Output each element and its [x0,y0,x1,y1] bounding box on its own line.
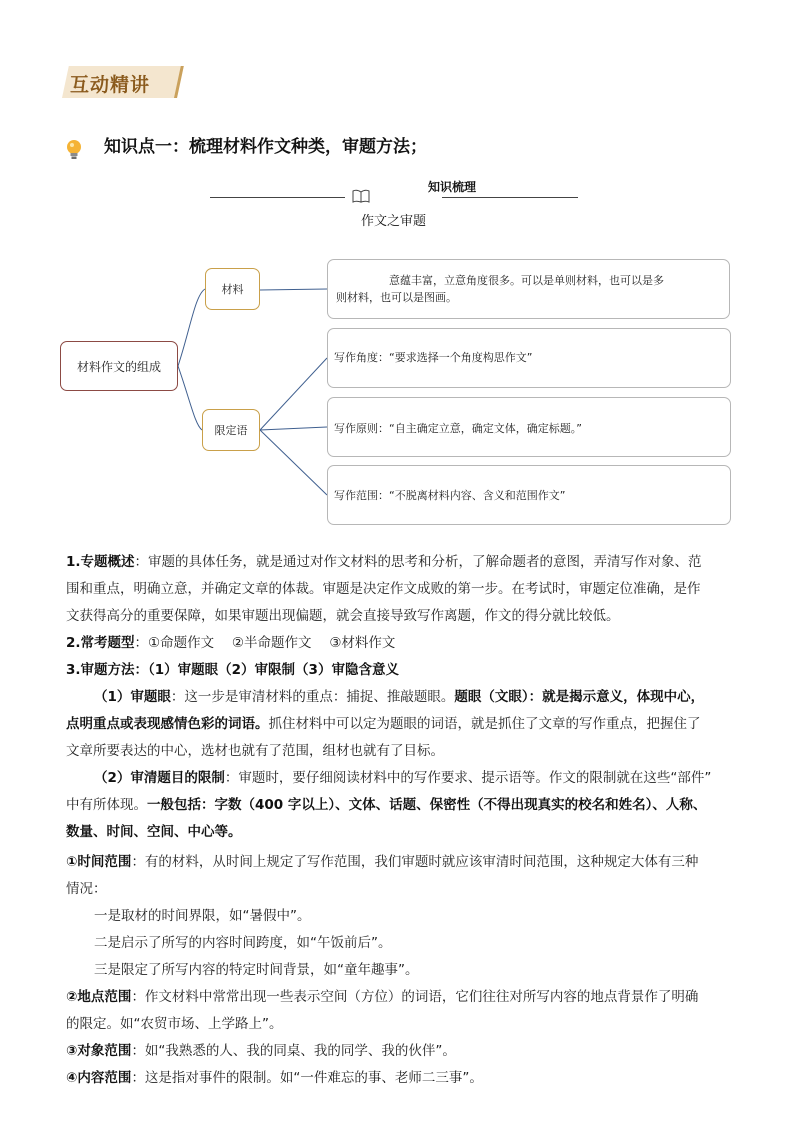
knowledge-sort-title: 知识梳理 [428,180,477,194]
place-scope-line-2: 的限定。如“农贸市场、上学路上”。 [66,1016,283,1032]
principle-box [327,397,731,457]
time-scope-label: ①时间范围 [66,854,132,870]
method-line: 3.审题方法：（1）审题眼（2）审限制（3）审隐含意义 [66,662,399,678]
scope-box [327,465,731,525]
title-eye-line-2 [66,714,701,734]
place-scope-line-1 [66,987,698,1007]
place-scope-label: ②地点范围 [66,989,132,1005]
limits-line-3: 数量、时间、空间、中心等。 [66,824,242,840]
knowledge-point-title: 知识点一：梳理材料作文种类，审题方法； [104,137,427,157]
limit-node [202,409,260,451]
material-desc-box [327,259,730,319]
question-types-line [66,633,395,653]
question-types-label: 2.常考题型 [66,635,135,651]
angle-box [327,328,731,388]
content-scope-label: ④内容范围 [66,1070,132,1086]
angle-text: 写作角度：“要求选择一个角度构思作文” [334,351,533,364]
time-scope-line-2: 情况： [66,881,107,897]
material-desc-line2: 则材料，也可以是图画。 [336,291,457,304]
limits-line-1 [94,768,711,788]
material-node-label: 材料 [221,283,244,296]
object-scope-text: ：如“我熟悉的人、我的同桌、我的同学、我的伙伴”。 [131,1043,456,1059]
limits-text-2a: 中有所体现。 [66,797,147,813]
time-scope-text-1: ：有的材料，从时间上规定了写作范围，我们审题时就应该审清时间范围，这种规定大体有三种 [131,854,699,870]
title-eye-text-2b: 抓住材料中可以定为题眼的词语，就是抓住了文章的写作重点，把握住了 [268,716,701,732]
section-subtitle: 作文之审题 [361,214,427,229]
limit-node-label: 限定语 [214,424,248,437]
scope-text: 写作范围：“不脱离材料内容、含义和范围作文” [334,489,566,502]
time-scope-line-1 [66,852,698,872]
root-node-label: 材料作文的组成 [76,359,161,374]
object-scope-label: ③对象范围 [66,1043,132,1059]
overview-line-1 [66,552,702,572]
overview-line-3: 文获得高分的重要保障，如果审题出现偏题，就会直接导致写作离题，作文的得分就比较低。 [66,608,620,624]
time-case-2: 二是启示了所写的内容时间跨度，如“午饭前后”。 [94,935,392,951]
overview-text-1: ：审题的具体任务，就是通过对作文材料的思考和分析，了解命题者的意图，弄清写作对象、范 [134,554,702,570]
content-scope-text: ：这是指对事件的限制。如“一件难忘的事、老师二三事”。 [131,1070,483,1086]
place-scope-text-1: ：作文材料中常常出现一些表示空间（方位）的词语，它们往往对所写内容的地点背景作了明确 [131,989,699,1005]
principle-text: 写作原则：“自主确定立意，确定文体，确定标题。” [334,422,582,435]
time-case-1: 一是取材的时间界限，如“暑假中”。 [94,908,311,924]
time-case-3: 三是限定了所写内容的特定时间背景，如“童年趣事”。 [94,962,419,978]
section-tag: 互动精讲 [70,74,151,96]
title-eye-label: （1）审题眼 [94,689,171,705]
limits-label: （2）审清题目的限制 [94,770,225,786]
material-desc-line1: 意蕴丰富，立意角度很多。可以是单则材料，也可以是多 [389,274,664,287]
title-eye-text-1b: 题眼（文眼）：就是揭示意义，体现中心， [454,689,705,705]
limits-text-2b: 一般包括：字数（400 字以上）、文体、话题、保密性（不得出现真实的校名和姓名）、人称、 [147,797,707,813]
root-node [60,341,178,391]
content-scope-line [66,1068,483,1088]
title-eye-line-1 [94,687,704,707]
title-eye-line-3: 文章所要表达的中心，选材也就有了范围，组材也就有了目标。 [66,743,444,759]
limits-text-1: ：审题时，要仔细阅读材料中的写作要求、提示语等。作文的限制就在这些“部件” [224,770,712,786]
limits-line-2 [66,795,706,815]
overview-line-2: 围和重点，明确立意，并确定文章的体裁。审题是决定作文成败的第一步。在考试时，审题定位准确，是作 [66,581,701,597]
overview-label: 1.专题概述 [66,554,135,570]
question-types-text: ：①命题作文 ②半命题作文 ③材料作文 [134,635,396,651]
object-scope-line [66,1041,456,1061]
title-eye-text-1a: ：这一步是审清材料的重点：捕捉、推敲题眼。 [170,689,455,705]
material-node [205,268,260,310]
title-eye-text-2a: 点明重点或表现感情色彩的词语。 [66,716,269,732]
